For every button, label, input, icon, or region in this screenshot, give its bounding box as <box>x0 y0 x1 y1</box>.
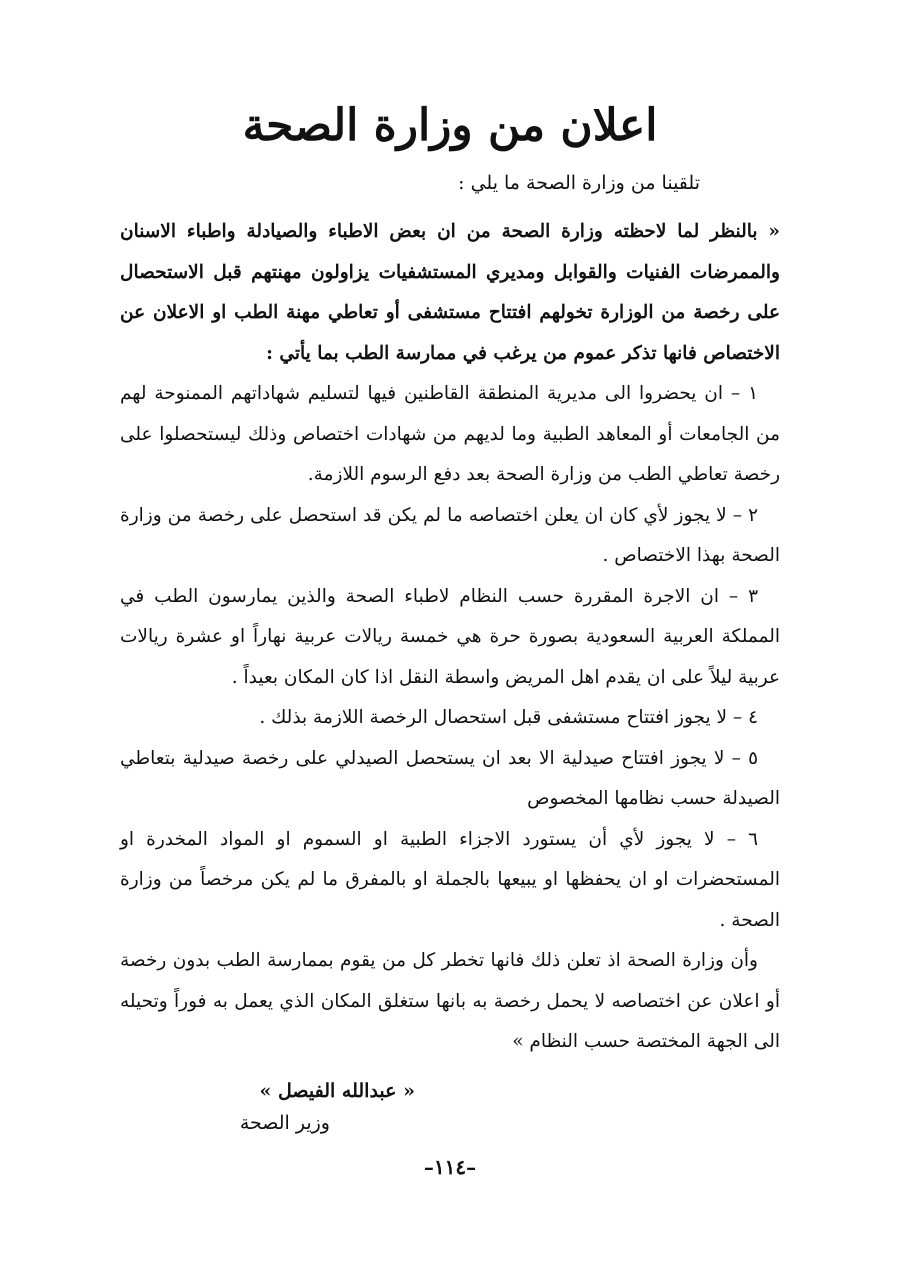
paragraph-item-4: ٤ – لا يجوز افتتاح مستشفى قبل استحصال الرخصة اللازمة بذلك . <box>259 707 758 728</box>
paragraph-item-6: ٦ – لا يجوز لأي أن يستورد الاجزاء الطبية او السموم او المواد المخدرة او المستحضرات او ان يحفظها او يبيعها بالجملة او بالمفرق ما لم يكن مرخصاً من وزارة الصحة . <box>120 828 780 931</box>
announcement-body <box>120 212 780 1063</box>
paragraph-item-1: ١ – ان يحضروا الى مديرية المنطقة القاطنين فيها لتسليم شهاداتهم الممنوحة لهم من الجامعات أو المعاهد الطبية وما لديهم من شهادات اختصاص وذلك ليستحصلوا على رخصة تعاطي الطب من وزارة الصحة بعد دفع الرسوم اللازمة. <box>120 383 780 485</box>
paragraph-closing: وأن وزارة الصحة اذ تعلن ذلك فانها تخطر كل من يقوم بممارسة الطب بدون رخصة أو اعلان عن اختصاصه لا يحمل رخصة به بانها ستغلق المكان الذي يعمل به فوراً وتحيله الى الجهة المختصة حسب النظام » <box>120 950 780 1052</box>
intro-line: تلقينا من وزارة الصحة ما يلي : <box>458 172 700 194</box>
paragraph-item-3: ٣ – ان الاجرة المقررة حسب النظام لاطباء الصحة والذين يمارسون الطب في المملكة العربية السعودية بصورة حرة هي خمسة ريالات عربية نهاراً او عشرة ريالات عربية ليلاً على ان يقدم اهل المريض واسطة النقل اذا كان المكان بعيداً . <box>120 585 780 688</box>
paragraph-item-5: ٥ – لا يجوز افتتاح صيدلية الا بعد ان يستحصل الصيدلي على رخصة صيدلية بتعاطي الصيدلة حسب نظامها المخصوص <box>120 747 780 809</box>
paragraph-preamble: « بالنظر لما لاحظته وزارة الصحة من ان بعض الاطباء والصيادلة واطباء الاسنان والممرضات الفنيات والقوابل ومديري المستشفيات يزاولون مهنتهم قبل الاستحصال على رخصة من الوزارة تخولهم افتتاح مستشفى أو تعاطي مهنة الطب او الاعلان عن الاختصاص فانها تذكر عموم من يرغب في ممارسة الطب بما يأتي : <box>120 221 780 364</box>
signature-title: وزير الصحة <box>239 1112 330 1134</box>
paragraph-item-2: ٢ – لا يجوز لأي كان ان يعلن اختصاصه ما لم يكن قد استحصل على رخصة من وزارة الصحة بهذا الاختصاص . <box>120 504 780 566</box>
page-title: اعلان من وزارة الصحة <box>242 100 658 151</box>
page-number: –١١٤– <box>423 1155 477 1179</box>
signature-name: « عبدالله الفيصل » <box>259 1080 415 1102</box>
